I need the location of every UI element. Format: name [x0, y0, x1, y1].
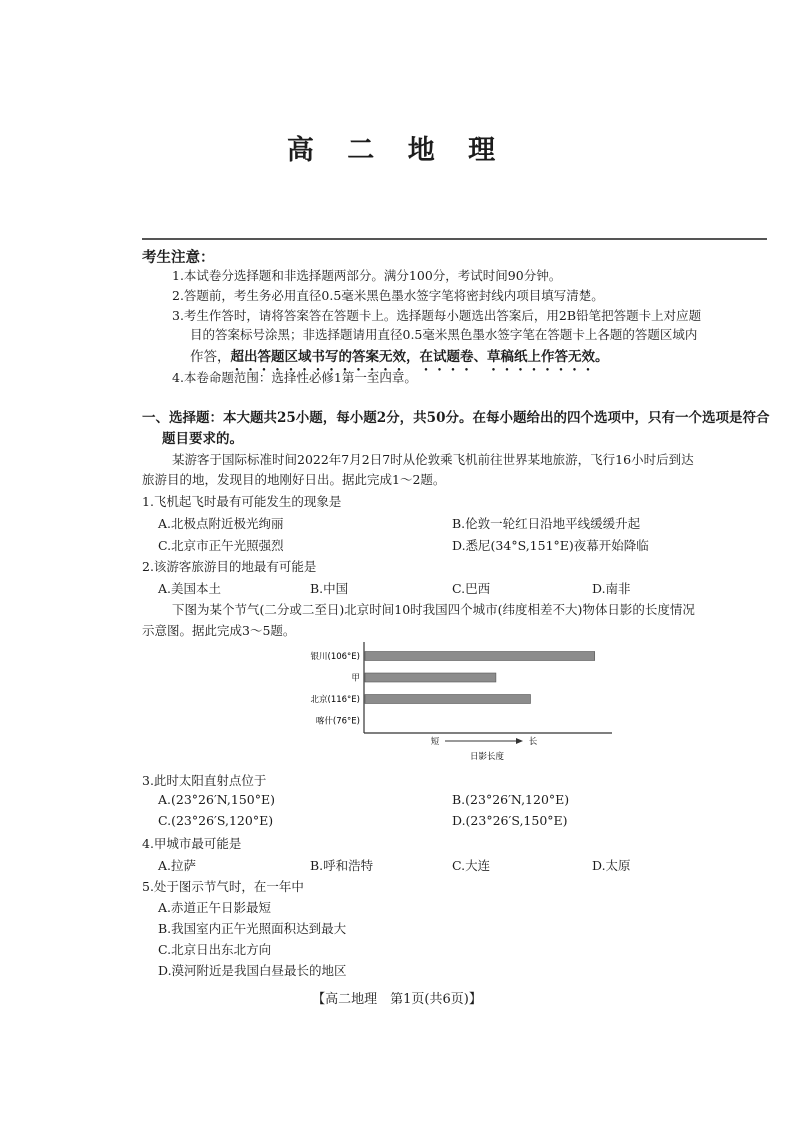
section-heading-cont: 题目要求的。	[162, 431, 243, 447]
shadow-bar	[365, 652, 595, 661]
material-2-line-2: 示意图。据此完成3～5题。	[142, 623, 296, 638]
material-1-line-2: 旅游目的地，发现目的地刚好日出。据此完成1～2题。	[142, 472, 446, 487]
notice-item-3-end-lead: 作答，	[190, 349, 231, 365]
q3-option-b: B.(23°26′N,120°E)	[452, 792, 570, 807]
q5-option-d: D.漠河附近是我国白昼最长的地区	[158, 963, 347, 978]
q2-option-b: B.中国	[310, 581, 349, 596]
q3-stem: 3.此时太阳直射点位于	[142, 773, 267, 788]
q5-option-a: A.赤道正午日影最短	[158, 900, 272, 915]
q4-option-c: C.大连	[452, 858, 491, 873]
notice-item-3-cont: 目的答案标号涂黑；非选择题请用直径0.5毫米黑色墨水签字笔在答题卡上各题的答题区域内	[190, 327, 698, 342]
q1-option-d: D.悉尼(34°S,151°E)夜幕开始降临	[452, 538, 649, 553]
shadow-bar	[365, 673, 496, 682]
category-label: 北京(116°E)	[310, 695, 360, 705]
q2-option-c: C.巴西	[452, 581, 491, 596]
q4-stem: 4.甲城市最可能是	[142, 836, 242, 851]
q5-option-c: C.北京日出东北方向	[158, 942, 272, 957]
q1-stem: 1.飞机起飞时最有可能发生的现象是	[142, 494, 342, 509]
category-label: 银川(106°E)	[310, 652, 360, 662]
q1-option-a: A.北极点附近极光绚丽	[158, 516, 284, 531]
q2-stem: 2.该游客旅游目的地最有可能是	[142, 559, 317, 574]
axis-short-label: 短	[430, 737, 440, 747]
title-divider	[142, 238, 767, 240]
category-label: 喀什(76°E)	[315, 716, 360, 727]
notice-item-1: 1.本试卷分选择题和非选择题两部分。满分100分，考试时间90分钟。	[172, 268, 562, 283]
notice-warning: 超出答题区域书写的答案无效，在试题卷、草稿纸上作答无效。	[230, 349, 609, 365]
arrow-head-icon	[516, 738, 523, 744]
material-2-line-1: 下图为某个节气(二分或二至日)北京时间10时我国四个城市(纬度相差不大)物体日影的长度情况	[172, 602, 695, 617]
q4-option-b: B.呼和浩特	[310, 858, 374, 873]
q4-option-d: D.太原	[592, 858, 631, 873]
q2-option-d: D.南非	[592, 581, 631, 596]
q5-stem: 5.处于图示节气时，在一年中	[142, 879, 304, 894]
notice-heading: 考生注意：	[142, 249, 215, 266]
q4-option-a: A.拉萨	[158, 858, 197, 873]
q3-option-a: A.(23°26′N,150°E)	[158, 792, 275, 807]
notice-item-4: 4.本卷命题范围：选择性必修1第一至四章。	[172, 370, 417, 385]
q2-option-a: A.美国本土	[158, 581, 222, 596]
chart-bars	[311, 651, 595, 727]
notice-item-2: 2.答题前，考生务必用直径0.5毫米黑色墨水签字笔将密封线内项目填写清楚。	[172, 288, 604, 303]
section-heading: 一、选择题：本大题共25小题，每小题2分，共50分。在每小题给出的四个选项中，只有一个选项是符合	[142, 410, 770, 426]
shadow-bar	[365, 695, 530, 704]
page-title: 高 二 地 理	[286, 135, 508, 166]
q5-option-b: B.我国室内正午光照面积达到最大	[158, 921, 347, 936]
material-1-line-1: 某游客于国际标准时间2022年7月2日7时从伦敦乘飞机前往世界某地旅游，飞行16小时后到达	[172, 452, 694, 467]
x-axis-title: 日影长度	[469, 752, 505, 762]
notice-item-3: 3.考生作答时，请将答案答在答题卡上。选择题每小题选出答案后，用2B铅笔把答题卡上对应题	[172, 308, 702, 323]
category-label: 甲	[351, 673, 360, 684]
q1-option-b: B.伦敦一轮红日沿地平线缓缓升起	[452, 516, 641, 531]
q1-option-c: C.北京市正午光照强烈	[158, 538, 284, 553]
axis-long-label: 长	[528, 737, 538, 747]
q3-option-d: D.(23°26′S,150°E)	[452, 813, 568, 828]
page-footer: 【高二地理 第1页(共6页)】	[312, 992, 482, 1007]
shadow-length-chart	[290, 638, 620, 768]
q3-option-c: C.(23°26′S,120°E)	[158, 813, 274, 828]
